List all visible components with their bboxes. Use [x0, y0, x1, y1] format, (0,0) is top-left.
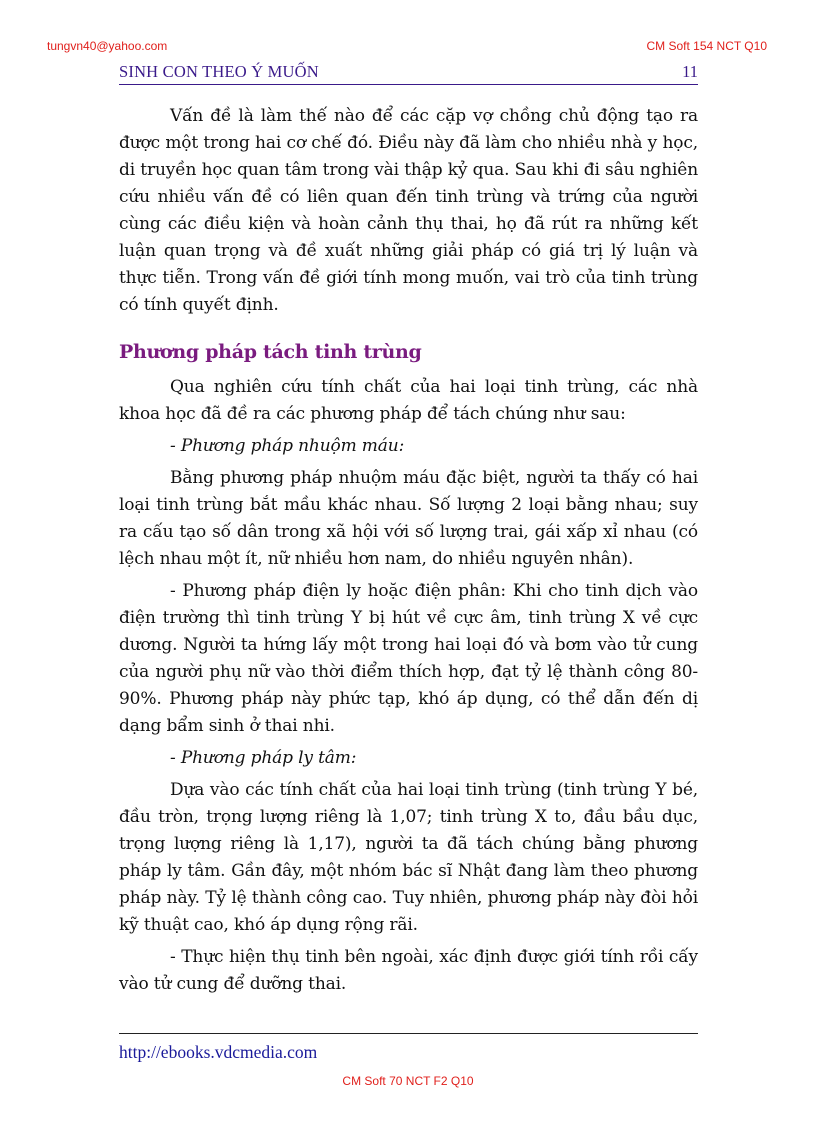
subheading-blood-stain: - Phương pháp nhuộm máu:	[170, 436, 405, 456]
paragraph-methods-intro: Qua nghiên cứu tính chất của hai loại tinh trùng, các nhà khoa học đã đề ra các phương pháp để tách chúng như sau:	[119, 377, 698, 424]
paragraph-intro: Vấn đề là làm thế nào để các cặp vợ chồng chủ động tạo ra được một trong hai cơ chế đó. Điều này đã làm cho nhiều nhà y học, di truyền học quan tâm trong vài thập kỷ qua. Sau khi đi sâu nghiên cứu nhiều vấn đề có liên quan đến tinh trùng và trứng của người cùng các điều kiện và hoàn cảnh thụ thai, họ đã rút ra những kết luận quan trọng và đề xuất những giải pháp có giá trị lý luận và thực tiễn. Trong vấn đề giới tính mong muốn, vai trò của tinh trùng có tính quyết định.	[119, 106, 698, 315]
watermark-code-bottom: CM Soft 70 NCT F2 Q10	[342, 1074, 474, 1088]
page-number: 11	[682, 62, 698, 81]
watermark-email: tungvn40@yahoo.com	[47, 39, 168, 53]
watermark-code-top: CM Soft 154 NCT Q10	[646, 39, 767, 53]
running-header	[119, 62, 698, 85]
page-body	[119, 103, 698, 1003]
subheading-centrifuge: - Phương pháp ly tâm:	[170, 748, 357, 768]
paragraph-blood-stain: Bằng phương pháp nhuộm máu đặc biệt, người ta thấy có hai loại tinh trùng bắt mầu khác nhau. Số lượng 2 loại bằng nhau; suy ra cấu tạo số dân trong xã hội với số lượng trai, gái xấp xỉ nhau (có lệch nhau một ít, nữ nhiều hơn nam, do nhiều nguyên nhân).	[119, 468, 698, 569]
paragraph-ivf: - Thực hiện thụ tinh bên ngoài, xác định được giới tính rồi cấy vào tử cung để dưỡng thai.	[119, 947, 698, 994]
section-heading: Phương pháp tách tinh trùng	[119, 341, 422, 363]
footer-url-link[interactable]: http://ebooks.vdcmedia.com	[119, 1042, 318, 1062]
paragraph-centrifuge: Dựa vào các tính chất của hai loại tinh trùng (tinh trùng Y bé, đầu tròn, trọng lượng riêng là 1,07; tinh trùng X to, đầu bầu dục, trọng lượng riêng là 1,17), người ta đã tách chúng bằng phương pháp ly tâm. Gần đây, một nhóm bác sĩ Nhật đang làm theo phương pháp này. Tỷ lệ thành công cao. Tuy nhiên, phương pháp này đòi hỏi kỹ thuật cao, khó áp dụng rộng rãi.	[119, 780, 698, 935]
paragraph-electrolysis: - Phương pháp điện ly hoặc điện phân: Khi cho tinh dịch vào điện trường thì tinh trùng Y bị hút về cực âm, tinh trùng X về cực dương. Người ta hứng lấy một trong hai loại đó và bơm vào tử cung của người phụ nữ vào thời điểm thích hợp, đạt tỷ lệ thành công 80-90%. Phương pháp này phức tạp, khó áp dụng, có thể dẫn đến dị dạng bẩm sinh ở thai nhi.	[119, 581, 698, 736]
book-title: SINH CON THEO Ý MUỐN	[119, 62, 319, 81]
footer-divider	[119, 1033, 698, 1034]
